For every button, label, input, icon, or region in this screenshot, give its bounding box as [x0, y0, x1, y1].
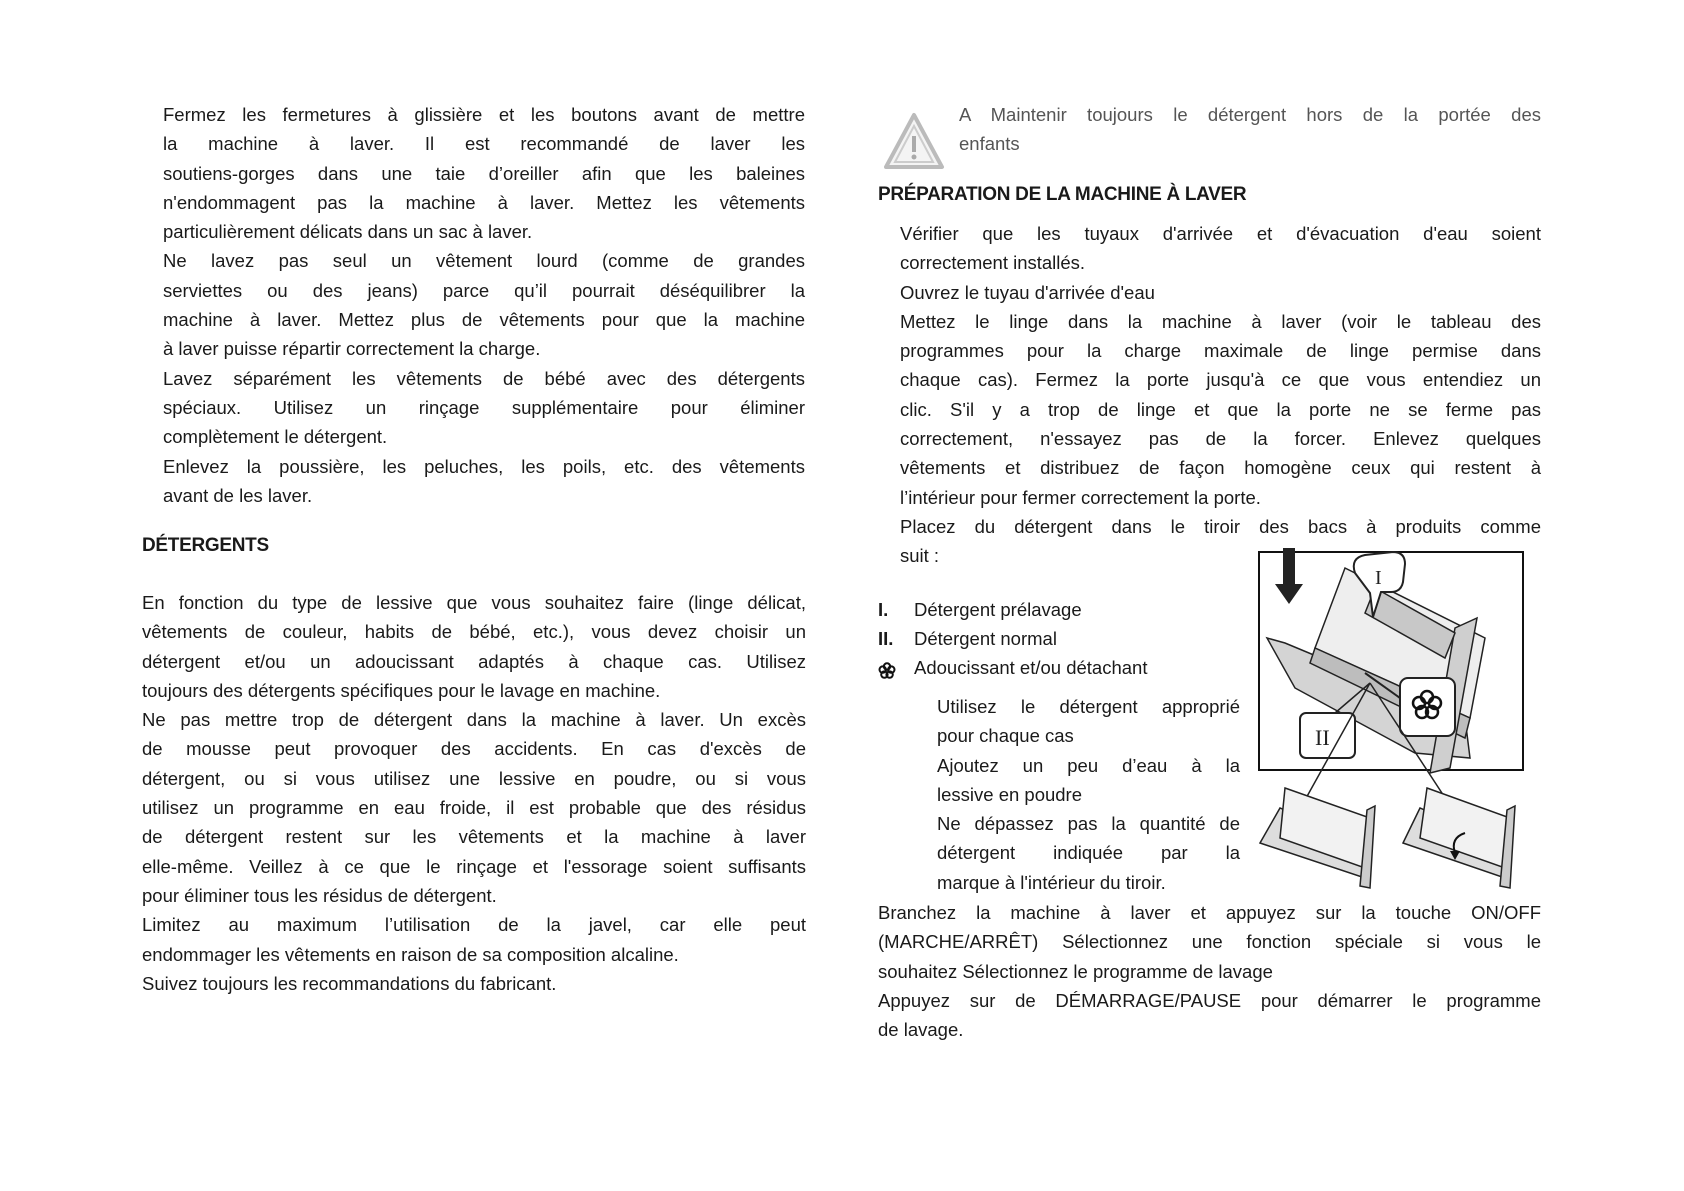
paragraph	[163, 100, 805, 246]
left-intro-text	[163, 100, 805, 510]
paragraph	[937, 692, 1240, 751]
text-line: Ne lavez pas seul un vêtement lourd (comme de grandes	[163, 250, 805, 272]
text-line: A Maintenir toujours le détergent hors de la portée des	[959, 104, 1541, 125]
text-line: détergent et/ou un adoucissant adaptés à chaque cas. Utilisez	[142, 650, 806, 672]
preparation-heading: PRÉPARATION DE LA MACHINE À LAVER	[878, 184, 1247, 205]
warning-icon	[883, 112, 945, 170]
preparation-text	[900, 219, 1541, 571]
text-line: l’intérieur pour fermer correctement la porte.	[900, 486, 1261, 508]
flower-icon	[878, 659, 896, 688]
detergents-text	[142, 588, 806, 998]
figure-label-main: II	[1315, 725, 1330, 750]
text-line: endommager les vêtements en raison de sa composition alcaline.	[142, 943, 679, 965]
paragraph	[900, 219, 1541, 278]
tips-text	[937, 692, 1240, 897]
text-line: détergent indiquée par la	[937, 842, 1240, 864]
text-line: correctement installés.	[900, 252, 1086, 274]
paragraph	[900, 278, 1541, 307]
text-line: de mousse peut provoquer des accidents. En cas d'excès de	[142, 738, 806, 760]
text-line: vêtements et distribuez de façon homogène ceux qui restent à	[900, 457, 1541, 479]
marker-II: II.	[878, 628, 894, 649]
final-instructions-text	[878, 898, 1541, 1044]
text-line: complètement le détergent.	[163, 426, 388, 448]
text-line: de détergent restent sur les vêtements et la machine à laver	[142, 826, 806, 848]
text-line: vêtements de couleur, habits de bébé, etc.), vous devez choisir un	[142, 621, 806, 643]
text-line: de lavage.	[878, 1019, 964, 1041]
paragraph	[142, 910, 806, 969]
text-line: Suivez toujours les recommandations du fabricant.	[142, 972, 557, 994]
text-line: suit :	[900, 545, 940, 567]
paragraph	[937, 751, 1240, 810]
text-line: Limitez au maximum l’utilisation de la javel, car elle peut	[142, 914, 806, 936]
text-line: n'endommagent pas la machine à laver. Mettez les vêtements	[163, 191, 805, 213]
text-line: clic. S'il y a trop de linge et que la porte ne se ferme pas	[900, 398, 1541, 420]
text-line: Mettez le linge dans la machine à laver (voir le tableau des	[900, 310, 1541, 332]
paragraph	[959, 100, 1541, 159]
text-line: (MARCHE/ARRÊT) Sélectionnez une fonction spéciale si vous le	[878, 931, 1541, 953]
paragraph	[142, 969, 806, 998]
text-line: Utilisez le détergent approprié	[937, 696, 1240, 717]
warning-text	[959, 100, 1541, 159]
paragraph	[163, 452, 805, 511]
text-line: spéciaux. Utilisez un rinçage supplémentaire pour éliminer	[163, 396, 805, 418]
text-line: machine à laver. Mettez plus de vêtements pour que la machine	[163, 309, 805, 331]
text-line: soutiens-gorges dans une taie d’oreiller afin que les baleines	[163, 162, 805, 184]
text-line: souhaitez Sélectionnez le programme de lavage	[878, 960, 1273, 982]
text-line: chaque cas). Fermez la porte jusqu'à ce que vous entendiez un	[900, 369, 1541, 391]
text-line: lessive en poudre	[937, 783, 1083, 805]
text-line: à laver puisse répartir correctement la charge.	[163, 338, 541, 360]
text-line: Ne dépassez pas la quantité de	[937, 813, 1240, 835]
text-line: Fermez les fermetures à glissière et les boutons avant de mettre	[163, 104, 805, 125]
figure-label-prewash: I	[1375, 567, 1382, 589]
paragraph	[142, 705, 806, 910]
text-line: Ne pas mettre trop de détergent dans la machine à laver. Un excès	[142, 709, 806, 731]
paragraph	[163, 246, 805, 363]
text-line: Enlevez la poussière, les peluches, les poils, etc. des vêtements	[163, 455, 805, 477]
text-line: correctement, n'essayez pas de la forcer. Enlevez quelques	[900, 428, 1541, 450]
paragraph	[878, 986, 1541, 1045]
text-line: Lavez séparément les vêtements de bébé avec des détergents	[163, 367, 805, 389]
text-line: Branchez la machine à laver et appuyez sur la touche ON/OFF	[878, 902, 1541, 923]
text-line: avant de les laver.	[163, 484, 313, 506]
text-line: Placez du détergent dans le tiroir des bacs à produits comme	[900, 515, 1541, 537]
text-line: enfants	[959, 133, 1020, 155]
text-line: programmes pour la charge maximale de linge permise dans	[900, 340, 1541, 362]
text-line: particulièrement délicats dans un sac à laver.	[163, 221, 533, 243]
paragraph	[142, 588, 806, 705]
text-line: Vérifier que les tuyaux d'arrivée et d'évacuation d'eau soient	[900, 223, 1541, 244]
paragraph	[878, 898, 1541, 986]
text-line: marque à l'intérieur du tiroir.	[937, 871, 1166, 893]
text-line: utilisez un programme en eau froide, il est probable que des résidus	[142, 797, 806, 819]
compartment-label: Détergent prélavage	[914, 599, 1082, 620]
text-line: Ajoutez un peu d’eau à la	[937, 754, 1240, 776]
text-line: Ouvrez le tuyau d'arrivée d'eau	[900, 281, 1155, 303]
compartment-label: Adoucissant et/ou détachant	[914, 657, 1148, 678]
text-line: pour éliminer tous les résidus de détergent.	[142, 884, 497, 906]
text-line: En fonction du type de lessive que vous souhaitez faire (linge délicat,	[142, 592, 806, 613]
text-line: pour chaque cas	[937, 725, 1074, 747]
text-line: serviettes ou des jeans) parce qu’il pourrait déséquilibrer la	[163, 279, 805, 301]
compartment-label: Détergent normal	[914, 628, 1057, 649]
text-line: détergent, ou si vous utilisez une lessive en poudre, ou si vous	[142, 767, 806, 789]
paragraph	[900, 307, 1541, 512]
text-line: elle-même. Veillez à ce que le rinçage et l'essorage soient suffisants	[142, 855, 806, 877]
detergent-drawer-figure	[1255, 548, 1535, 898]
text-line: toujours des détergents spécifiques pour le lavage en machine.	[142, 679, 661, 701]
paragraph	[937, 809, 1240, 897]
text-line: la machine à laver. Il est recommandé de laver les	[163, 133, 805, 155]
marker-I: I.	[878, 599, 889, 620]
detergents-heading: DÉTERGENTS	[142, 535, 269, 556]
paragraph	[163, 364, 805, 452]
text-line: Appuyez sur de DÉMARRAGE/PAUSE pour démarrer le programme	[878, 989, 1541, 1011]
